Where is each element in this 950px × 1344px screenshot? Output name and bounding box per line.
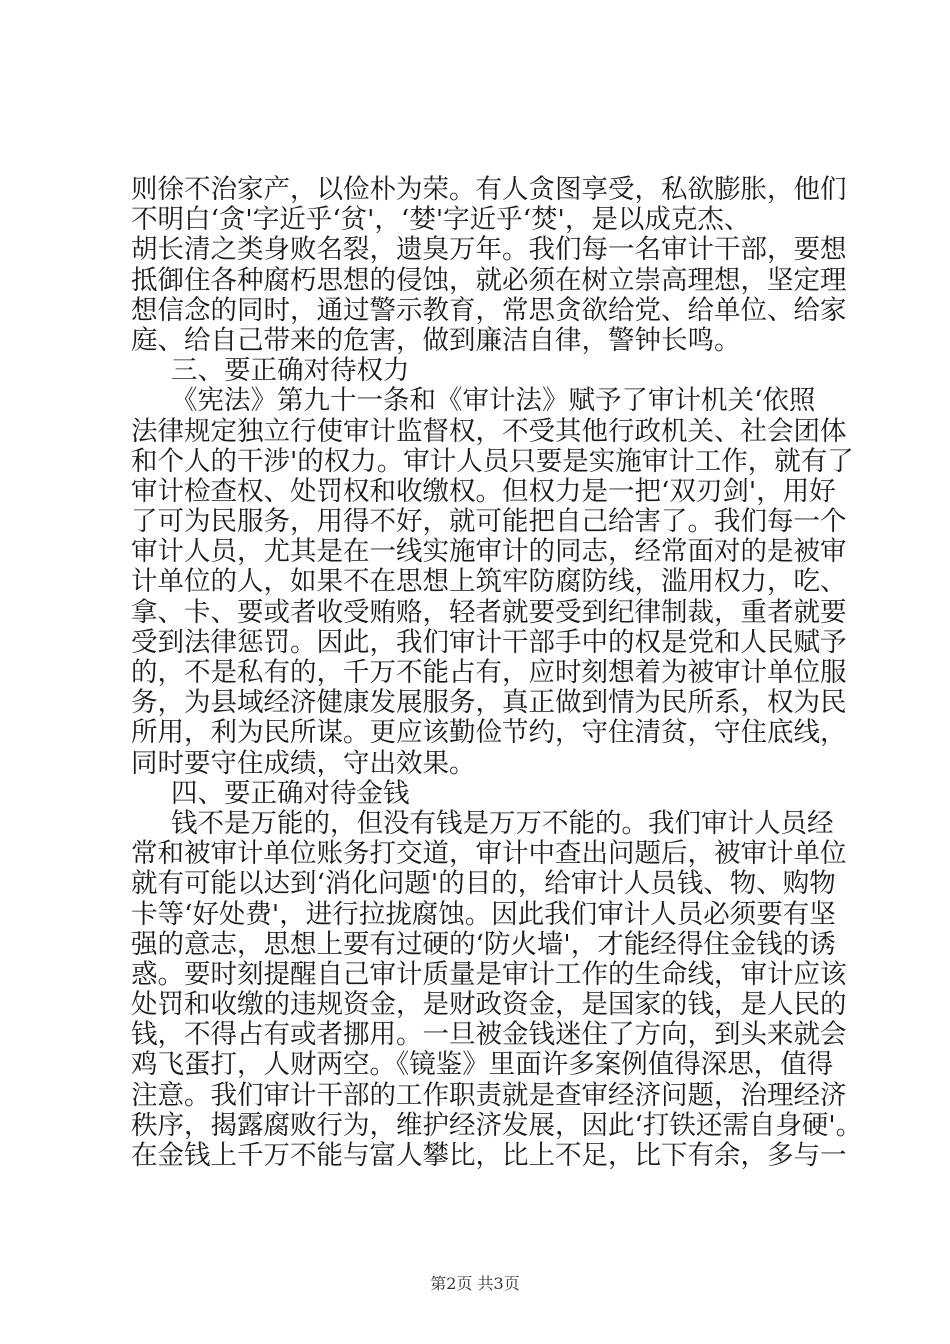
text-line: 强的意志，思想上要有过硬的‘防火墙'，才能经得住金钱的诱 [131,928,836,960]
text-line: 卡等‘好处费'，进行拉拢腐蚀。因此我们审计人员必须要有坚 [131,898,836,930]
text-line: 则徐不治家产，以俭朴为荣。有人贪图享受，私欲膨胀，他们 [131,174,847,205]
text-line: 和个人的干涉'的权力。审计人员只要是实施审计工作，就有了 [131,445,854,477]
text-line: 法律规定独立行使审计监督权，不受其他行政机关、社会团体 [131,415,847,447]
text-line: 常和被审计单位账务打交道，审计中查出问题后，被审计单位 [131,838,847,870]
text-line: 四、要正确对待金钱 [171,777,410,809]
page-footer: 第2页 共3页 [430,1274,520,1293]
text-line: 惑。要时刻提醒自己审计质量是审计工作的生命线，审计应该 [131,958,847,990]
text-line: 钱，不得占有或者挪用。一旦被金钱迷住了方向，到头来就会 [131,1019,847,1051]
text-line: 庭、给自己带来的危害，做到廉洁自律，警钟长鸣。 [131,324,741,356]
text-line: 审计检查权、处罚权和收缴权。但权力是一把‘双刃剑'，用好 [131,475,836,507]
text-line: 在金钱上千万不能与富人攀比，比上不足，比下有余，多与一 [131,1140,847,1171]
text-line: 同时要守住成绩，守出效果。 [131,747,476,779]
text-line: 受到法律惩罚。因此，我们审计干部手中的权是党和人民赋予 [131,626,847,658]
text-line: 审计人员，尤其是在一线实施审计的同志，经常面对的是被审 [131,536,847,568]
text-line: 钱不是万能的，但没有钱是万万不能的。我们审计人员经 [171,807,834,839]
text-line: 所用，利为民所谋。更应该勤俭节约，守住清贫，守住底线， [131,717,847,749]
text-line: 三、要正确对待权力 [171,355,410,387]
text-line: 想信念的同时，通过警示教育，常思贪欲给党、给单位、给家 [131,294,847,326]
text-line: 秩序，揭露腐败行为，维护经济发展，因此‘打铁还需自身硬'。 [131,1109,863,1141]
text-line: 了可为民服务，用得不好，就可能把自己给害了。我们每一个 [131,506,847,538]
text-line: 胡长清之类身败名裂，遗臭万年。我们每一名审计干部，要想 [131,234,847,266]
text-line: 拿、卡、要或者收受贿赂，轻者就要受到纪律制裁，重者就要 [131,596,847,628]
body-text [131,174,863,1171]
text-line: 务，为县域经济健康发展服务，真正做到情为民所系，权为民 [131,687,847,719]
text-line: 不明白‘贪'字近乎‘贫'，‘婪'字近乎‘焚'，是以成克杰、 [131,204,751,236]
text-line: 处罚和收缴的违规资金，是财政资金，是国家的钱，是人民的 [131,989,847,1021]
text-line: 《宪法》第九十一条和《审计法》赋予了审计机关‘依照 [171,385,816,417]
text-line: 就有可能以达到‘消化问题'的目的，给审计人员钱、物、购物 [131,868,836,900]
text-line: 抵御住各种腐朽思想的侵蚀，就必须在树立崇高理想，坚定理 [131,264,847,296]
text-line: 注意。我们审计干部的工作职责就是查审经济问题，治理经济 [131,1079,847,1111]
text-line: 鸡飞蛋打，人财两空。《镜鉴》里面许多案例值得深思，值得 [131,1049,834,1081]
text-line: 计单位的人，如果不在思想上筑牢防腐防线，滥用权力，吃、 [131,566,847,598]
text-line: 的，不是私有的，千万不能占有，应时刻想着为被审计单位服 [131,657,847,688]
